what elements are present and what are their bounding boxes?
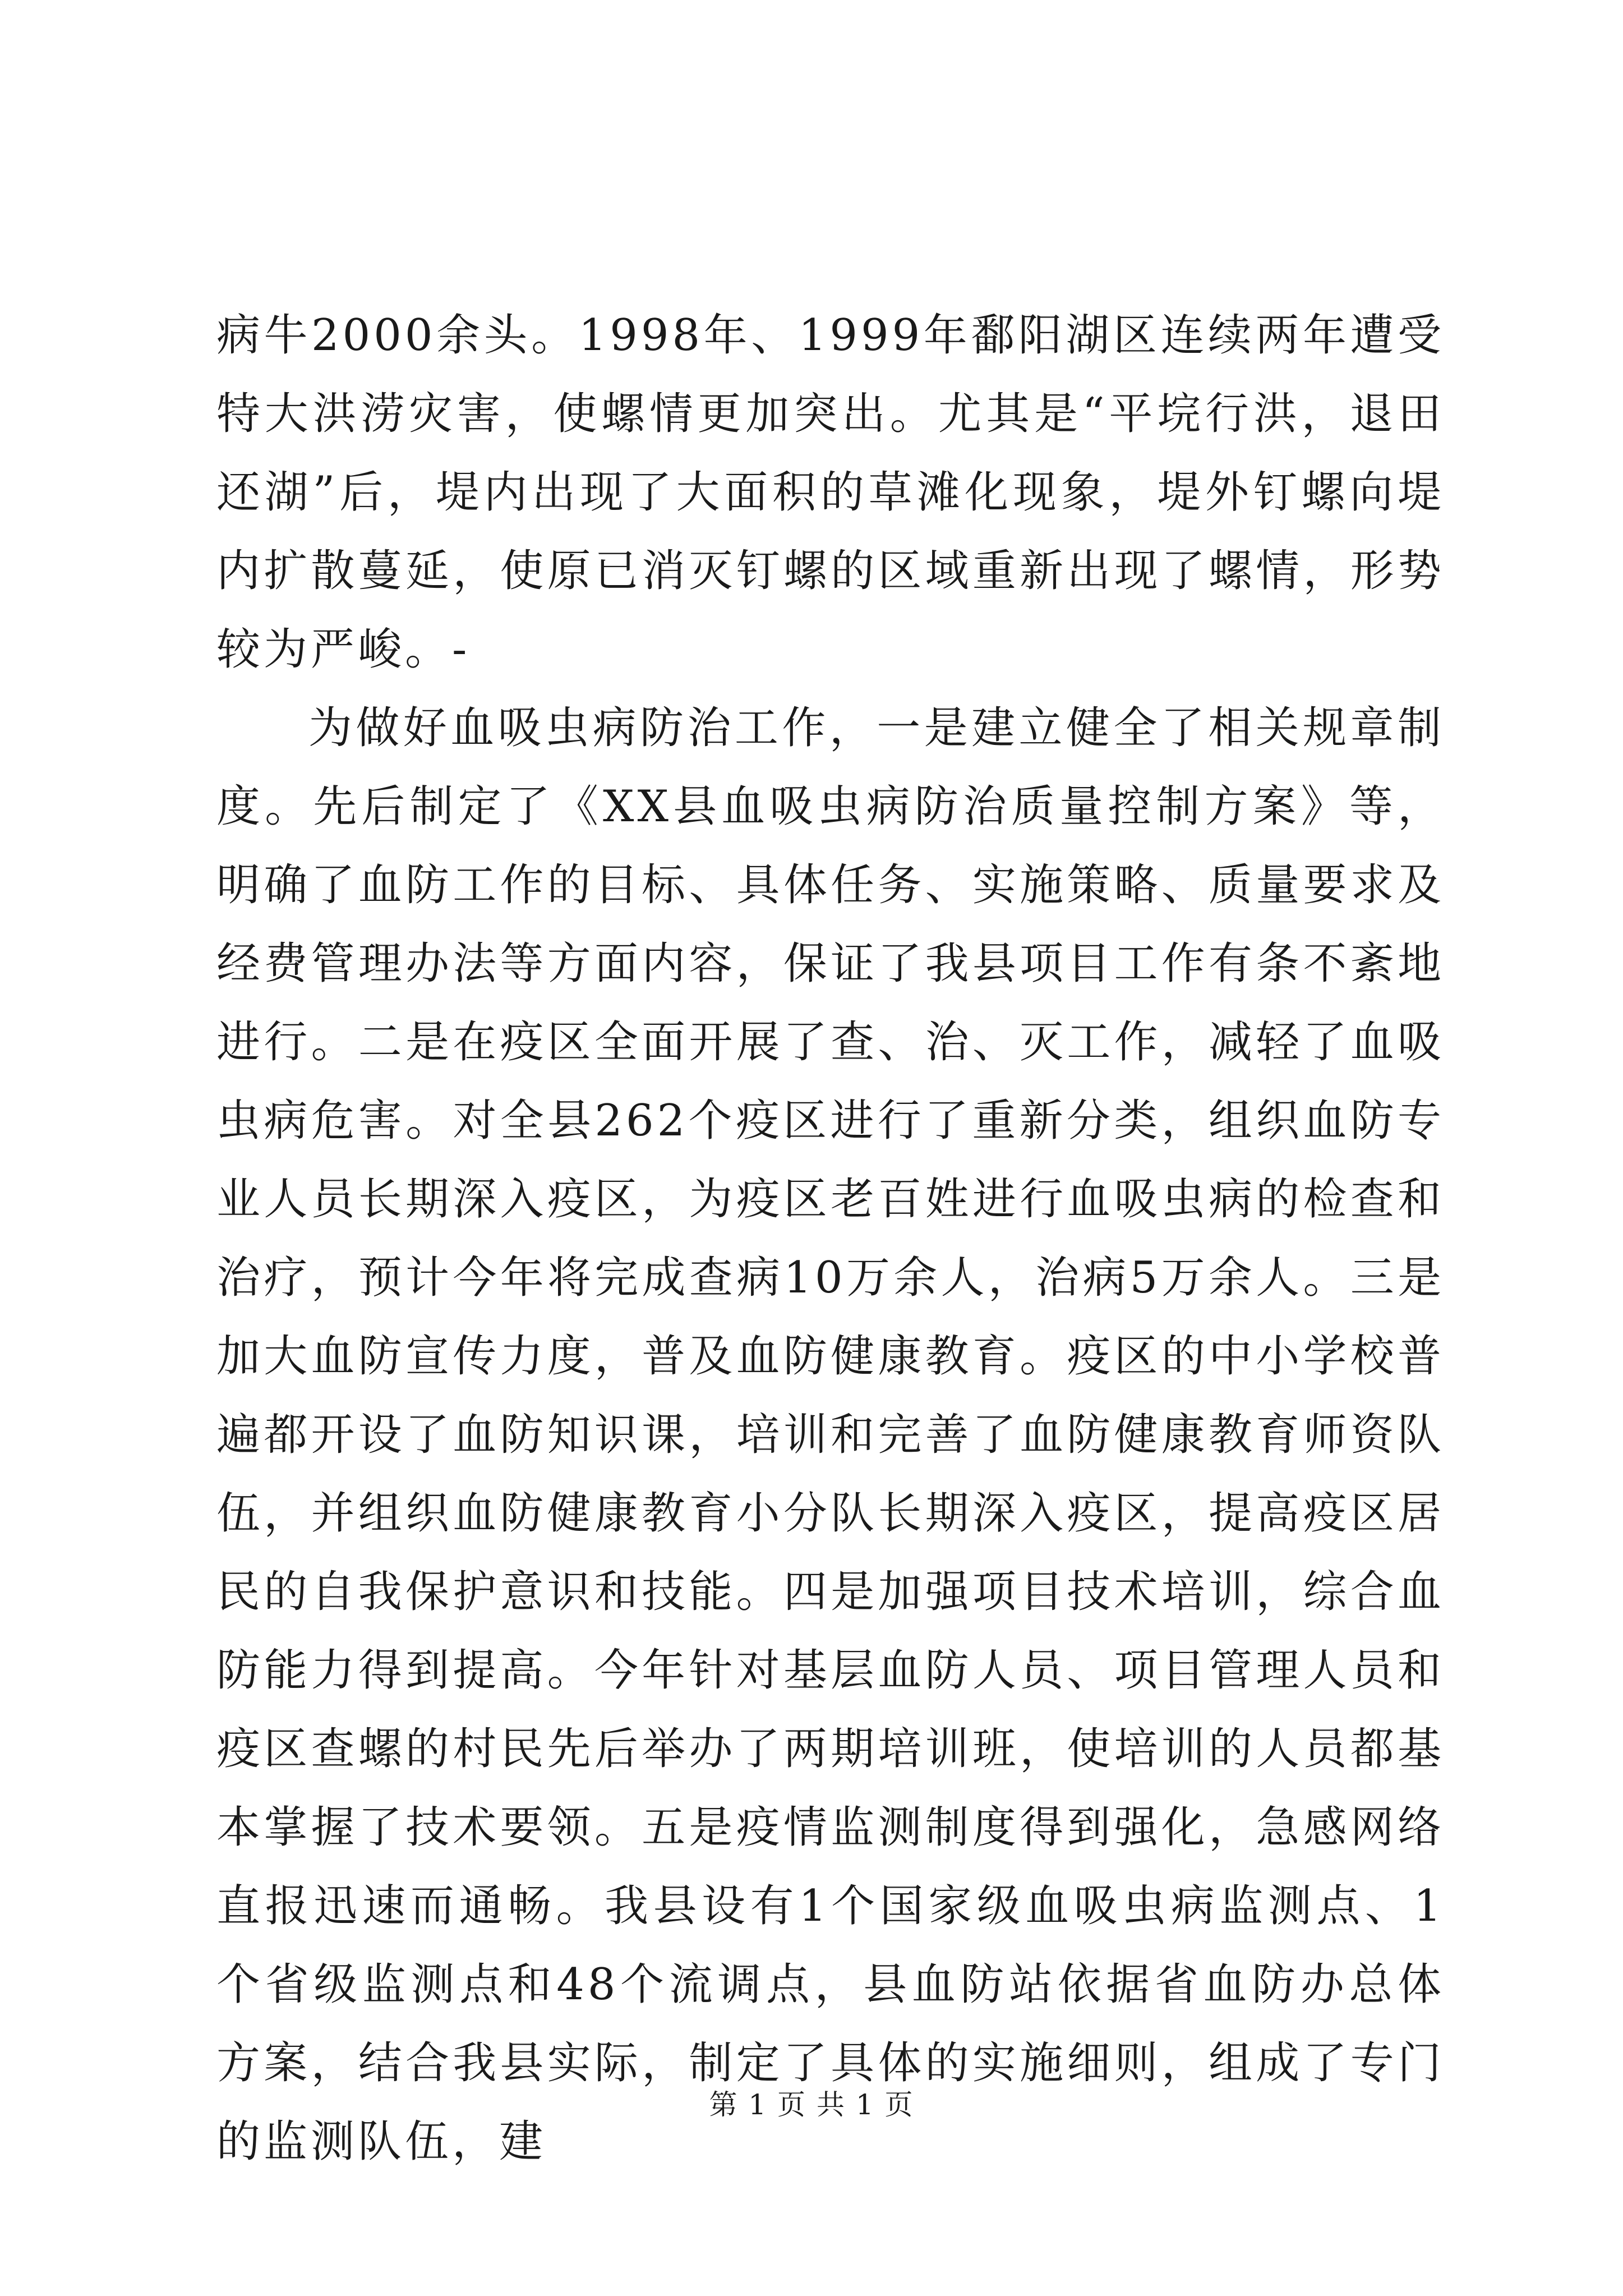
paragraph-2: 为做好血吸虫病防治工作，一是建立健全了相关规章制度。先后制定了《XX县血吸虫病防治质量控制方案》等，明确了血防工作的目标、具体任务、实施策略、质量要求及经费管理办法等方面内容，保证了我县项目工作有条不紊地进行。二是在疫区全面开展了查、治、灭工作，减轻了血吸虫病危害。对全县262个疫区进行了重新分类，组织血防专业人员长期深入疫区，为疫区老百姓进行血吸虫病的检查和治疗，预计今年将完成查病10万余人，治病5万余人。三是加大血防宣传力度，普及血防健康教育。疫区的中小学校普遍都开设了血防知识课，培训和完善了血防健康教育师资队伍，并组织血防健康教育小分队长期深入疫区，提高疫区居民的自我保护意识和技能。四是加强项目技术培训，综合血防能力得到提高。今年针对基层血防人员、项目管理人员和疫区查螺的村民先后举办了两期培训班，使培训的人员都基本掌握了技术要领。五是疫情监测制度得到强化，急感网络直报迅速而通畅。我县设有1个国家级血吸虫病监测点、1个省级监测点和48个流调点，县血防站依据省血防办总体方案，结合我县实际，制定了具体的实施细则，组成了专门的监测队伍，建 [216,703,1445,2167]
paragraph-1: 病牛2000余头。1998年、1999年鄱阳湖区连续两年遭受特大洪涝灾害，使螺情更加突出。尤其是“平垸行洪，退田还湖”后，堤内出现了大面积的草滩化现象，堤外钉螺向堤内扩散蔓延，使原已消灭钉螺的区域重新出现了螺情，形势较为严峻。- [216,310,1445,675]
page-number-footer: 第 1 页 共 1 页 [709,2088,914,2121]
document-body [216,296,1445,2181]
